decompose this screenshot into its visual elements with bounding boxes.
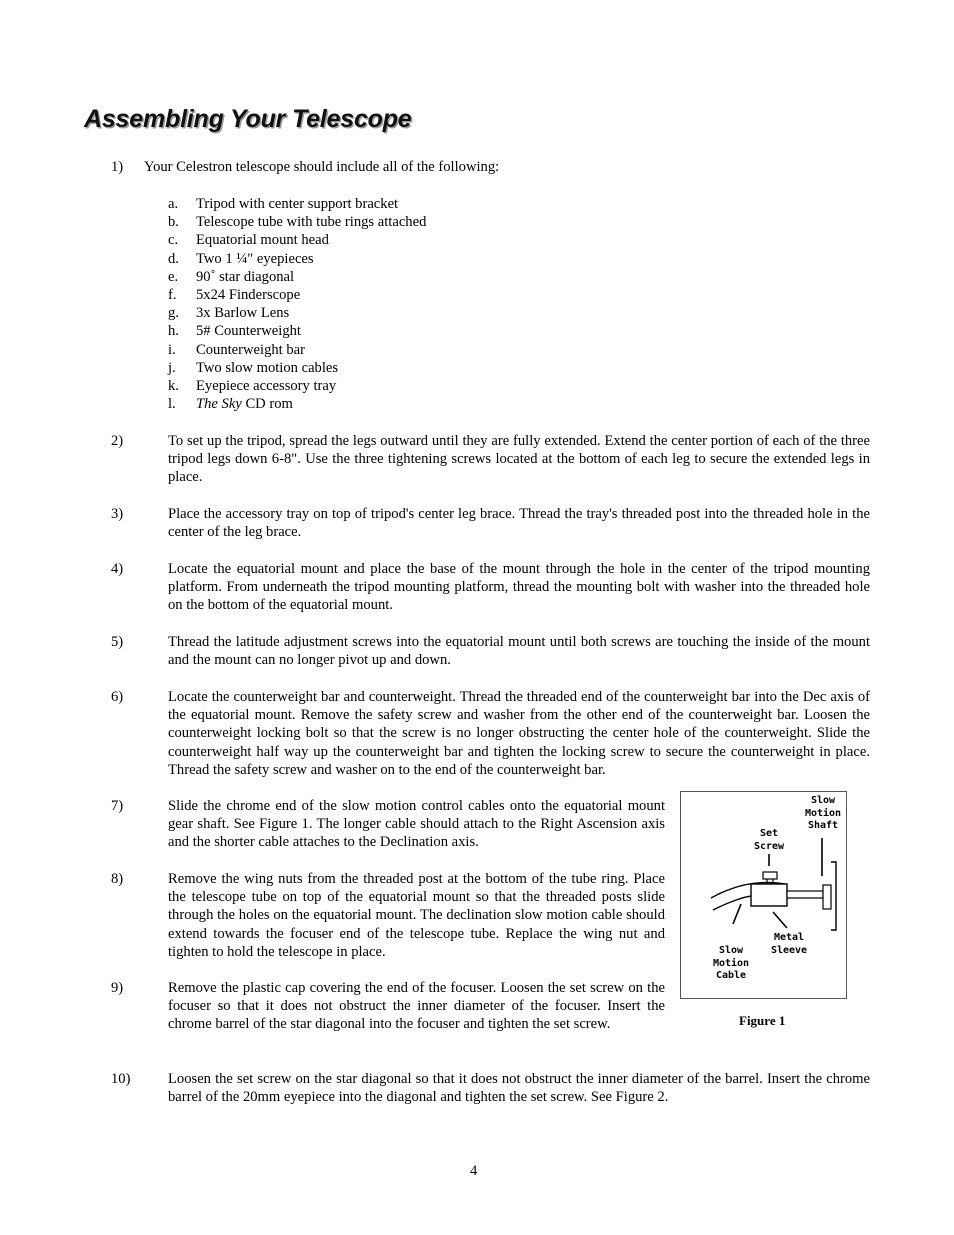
label-line: Sleeve	[770, 944, 808, 956]
label-line: Slow	[718, 945, 744, 956]
slow-motion-cable-label	[709, 945, 753, 983]
set-screw-label	[747, 828, 791, 853]
step-text: Remove the plastic cap covering the end of the focuser. Loosen the set screw on the focuser so that it does not obstruct the inner diameter of the focuser. Insert the chrome barrel of the star diagonal into the focuser and tighten the set screw.	[168, 980, 665, 1033]
list-text	[196, 395, 293, 413]
list-letter: k.	[168, 377, 179, 394]
list-letter: b.	[168, 214, 179, 231]
label-line: Slow	[810, 795, 836, 806]
list-letter: a.	[168, 196, 179, 212]
page-title: Assembling Your Telescope	[84, 105, 412, 133]
list-letter: c.	[168, 232, 179, 249]
label-line: Shaft	[807, 820, 839, 831]
label-line: Metal	[773, 932, 805, 943]
list-text: Tripod with center support bracket	[196, 196, 399, 212]
list-letter: f.	[168, 286, 177, 303]
figure-caption: Figure 1	[739, 1013, 786, 1028]
list-text: Eyepiece accessory tray	[196, 377, 337, 394]
step-text: Your Celestron telescope should include all of the following:	[144, 159, 500, 175]
list-text: Two slow motion cables	[196, 359, 339, 376]
step-number: 8)	[111, 871, 124, 887]
step-number: 3)	[111, 506, 124, 522]
label-line: Set	[759, 828, 779, 839]
list-letter: g.	[168, 305, 179, 322]
list-text: 3x Barlow Lens	[196, 305, 290, 322]
list-letter: h.	[168, 323, 179, 340]
label-line: Motion	[712, 957, 750, 969]
list-letter: e.	[168, 268, 179, 285]
step-text: Remove the wing nuts from the threaded post at the bottom of the tube ring. Place the telescope tube on top of the equatorial mount so that the threaded posts slide through the holes on the equatorial mount. The declination slow motion cable should extend towards the focuser end of the telescope tube. Replace the wing nut and tighten to hold the telescope in place.	[168, 871, 665, 960]
list-letter: d.	[168, 250, 179, 267]
label-line: Screw	[753, 840, 785, 852]
step-number: 10)	[111, 1071, 131, 1087]
step-number: 6)	[111, 689, 124, 705]
list-text: 5x24 Finderscope	[196, 286, 301, 303]
list-text: Equatorial mount head	[196, 232, 329, 249]
step-text: Place the accessory tray on top of tripod's center leg brace. Thread the tray's threaded post into the threaded hole in the center of the leg brace.	[168, 506, 870, 541]
step-number: 9)	[111, 980, 124, 996]
step-text: Loosen the set screw on the star diagonal so that it does not obstruct the inner diameter of the barrel. Insert the chrome barrel of the 20mm eyepiece into the diagonal and tighten the set screw. See Figure 2.	[168, 1071, 870, 1106]
list-text: 5# Counterweight	[196, 323, 301, 340]
step-text: To set up the tripod, spread the legs outward until they are fully extended. Extend the center portion of each of the three tripod legs down 6-8". Use the three tightening screws located at the bottom of each leg to secure the extended legs in place.	[168, 433, 870, 486]
list-text: 90˚ star diagonal	[196, 268, 295, 285]
slow-motion-shaft-label	[799, 795, 847, 833]
page-number: 4	[470, 1163, 478, 1179]
list-text-rest: CD rom	[241, 396, 293, 413]
list-letter: j.	[168, 359, 176, 376]
step-text: Locate the equatorial mount and place the base of the mount through the hole in the center of the tripod mounting platform. From underneath the tripod mounting platform, thread the mounting bolt with washer into the threaded hole on the bottom of the equatorial mount.	[168, 561, 870, 614]
list-text: Counterweight bar	[196, 341, 306, 358]
step-text: Slide the chrome end of the slow motion control cables onto the equatorial mount gear shaft. See Figure 1. The longer cable should attach to the Right Ascension axis and the shorter cable attaches to the Declination axis.	[168, 798, 665, 851]
step-text: Locate the counterweight bar and counterweight. Thread the threaded end of the counterweight bar into the Dec axis of the equatorial mount. Remove the safety screw and washer from the other end of the counterweight bar. Loosen the counterweight locking bolt so that the screw is no longer obstructing the center hole of the counterweight. Slide the counterweight half way up the counterweight bar and tighten the locking screw to secure the counterweight in place. Thread the safety screw and washer on to the end of the counterweight bar.	[168, 689, 870, 778]
label-line: Motion	[804, 807, 842, 819]
label-line: Cable	[715, 970, 747, 981]
list-text: Two 1 ¼" eyepieces	[196, 250, 314, 267]
step-number: 7)	[111, 798, 124, 814]
step-number: 5)	[111, 634, 124, 650]
step-number: 2)	[111, 433, 124, 449]
metal-sleeve-label	[767, 932, 811, 957]
list-letter: l.	[168, 396, 176, 413]
figure-1	[680, 791, 847, 999]
step-number: 4)	[111, 561, 124, 577]
list-text: Telescope tube with tube rings attached	[196, 214, 427, 231]
step-number: 1)	[111, 159, 124, 175]
step-text: Thread the latitude adjustment screws into the equatorial mount until both screws are touching the inside of the mount and the mount can no longer pivot up and down.	[168, 634, 870, 669]
list-text-italic: The Sky	[196, 396, 242, 413]
list-letter: i.	[168, 341, 176, 358]
